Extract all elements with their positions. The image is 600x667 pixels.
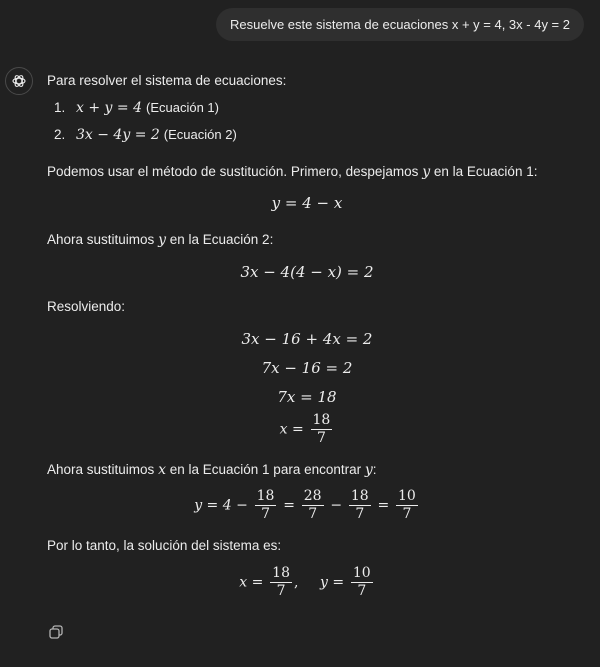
equation-item [47,126,567,144]
solving-label: Resolviendo: [47,299,126,314]
equation-label: (Ecuación 1) [145,100,219,115]
fraction-numerator: 10 [352,565,371,581]
substitution2-text-pre: Ahora sustituimos [47,462,155,477]
substitution2-variable2: y [364,462,373,478]
y-calc-lhs: y = 4 − [194,497,248,514]
final-y-lhs: y = [320,574,345,591]
fraction-denominator: 7 [316,430,326,446]
copy-button[interactable] [49,625,63,639]
substitution-text-pre: Ahora sustituimos [47,232,155,247]
equation-number: 1. [54,100,66,115]
y-calculation [47,488,567,523]
equals-sign: = [283,497,295,514]
substitution2-colon: : [372,462,377,477]
user-message-text: Resuelve este sistema de ecuaciones x + y = 4, 3x - 4y = 2 [230,17,570,32]
solving-step-3: 7x = 18 [277,388,337,406]
solving-step-2: 7x − 16 = 2 [261,359,353,377]
fraction-numerator: 18 [256,488,275,504]
fraction [270,565,292,600]
final-solution [47,565,567,600]
assistant-answer [47,72,567,600]
fraction [302,488,324,523]
fraction [255,488,277,523]
fraction-numerator: 18 [350,488,369,504]
equation-label: (Ecuación 2) [163,127,237,142]
openai-logo-icon [11,73,27,89]
fraction-denominator: 7 [357,583,367,599]
conclusion-text: Por lo tanto, la solución del sistema es: [47,538,282,553]
equation-list [47,99,567,144]
substitution-text [47,231,567,249]
equals-sign: = [377,497,390,514]
equation-item [47,99,567,117]
minus-sign: − [330,497,343,514]
equation-substituted: 3x − 4(4 − x) = 2 [240,263,374,281]
fraction-denominator: 7 [402,506,412,522]
fraction [351,565,373,600]
fraction-numerator: 28 [303,488,322,504]
copy-icon [49,625,63,639]
fraction-denominator: 7 [276,583,286,599]
solving-step-4 [47,412,567,447]
equation-expression: 3x − 4y = 2 [76,127,160,143]
fraction-denominator: 7 [355,506,365,522]
separator-comma: , [293,574,299,591]
method-text [47,163,567,181]
step4-lhs: x = [279,421,304,438]
fraction-denominator: 7 [261,506,270,522]
equation-y-isolated: y = 4 − x [271,194,343,212]
solving-step-1: 3x − 16 + 4x = 2 [241,330,373,348]
intro-text: Para resolver el sistema de ecuaciones: [47,73,287,88]
method-variable: y [422,164,431,180]
substitution2-variable: x [158,462,166,478]
substitution2-text-post: en la Ecuación 1 para encontrar [169,462,362,477]
equation-number: 2. [54,127,66,142]
fraction-numerator: 18 [312,412,331,428]
equation-expression: x + y = 4 [76,100,142,116]
user-message-bubble [216,8,584,41]
fraction-denominator: 7 [308,506,318,522]
substitution2-text [47,461,567,479]
method-text-pre: Podemos usar el método de sustitución. Primero, despejamos [47,164,419,179]
substitution-text-post: en la Ecuación 2: [169,232,274,247]
fraction [349,488,371,523]
fraction [311,412,333,447]
assistant-avatar [5,67,33,95]
substitution-variable: y [158,232,166,248]
fraction-numerator: 10 [397,488,416,504]
fraction-numerator: 18 [272,565,290,581]
fraction [396,488,418,523]
final-x-lhs: x = [239,574,264,591]
method-text-post: en la Ecuación 1: [433,164,538,179]
